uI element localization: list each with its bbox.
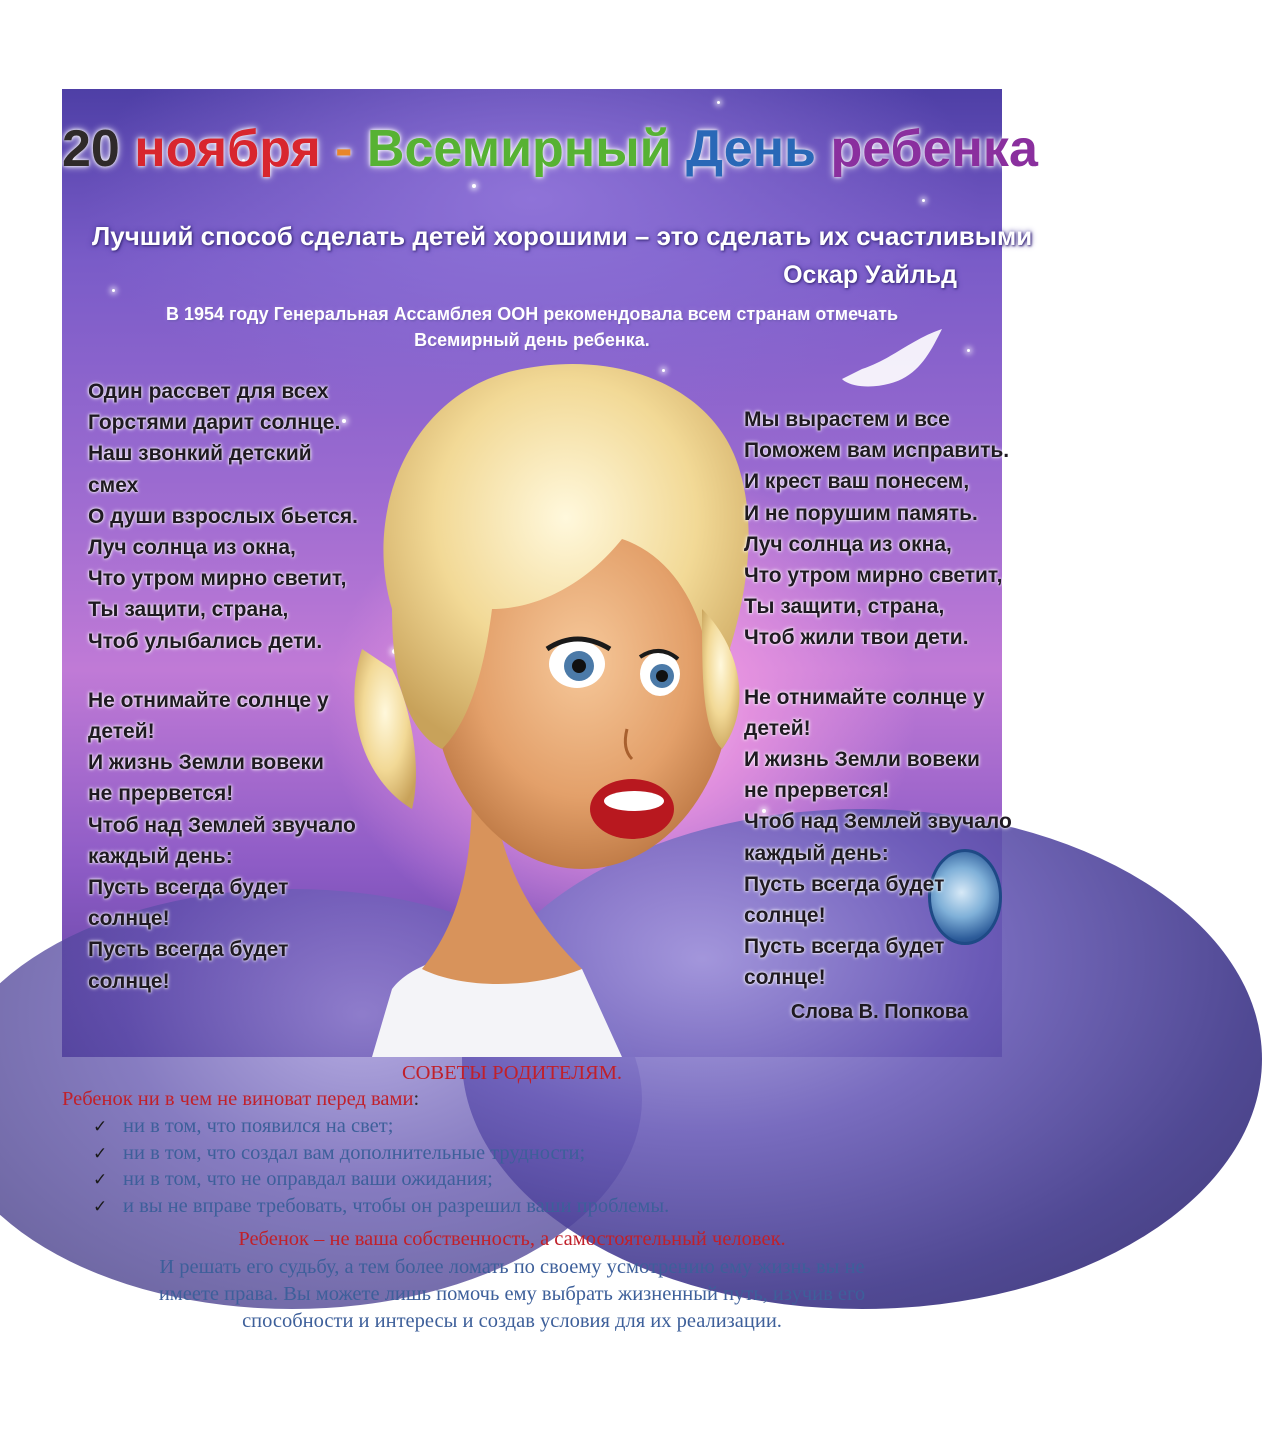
poem-line: Пусть всегда будет xyxy=(88,938,289,962)
check-icon: ✓ xyxy=(93,1143,108,1164)
poem-line: каждый день: xyxy=(744,841,889,865)
advice-emphasis: Ребенок – не ваша собственность, а самостоятельный человек. xyxy=(238,1228,786,1250)
list-item xyxy=(93,1193,669,1220)
title-part: ребенка xyxy=(830,120,1038,178)
title-part: Всемирный xyxy=(366,120,672,178)
poem-line: Пусть всегда будет xyxy=(88,876,289,900)
poem-line: О души взрослых бьется. xyxy=(88,504,358,528)
advice-list xyxy=(93,1113,669,1219)
poem-line: Что утром мирно светит, xyxy=(744,564,1003,588)
list-item xyxy=(93,1166,669,1193)
poem-line: солнце! xyxy=(88,907,170,931)
poem-line: не прервется! xyxy=(744,779,890,803)
advice-intro-text: Ребенок ни в чем не виноват перед вами xyxy=(62,1088,414,1110)
poem-line: И жизнь Земли вовеки xyxy=(744,748,980,772)
list-item-text: и вы не вправе требовать, чтобы он разрешил ваши проблемы. xyxy=(123,1194,670,1217)
poem-line: детей! xyxy=(744,716,811,740)
poem-line: солнце! xyxy=(744,966,826,990)
poem-line: Чтоб над Землей звучало xyxy=(88,813,356,837)
title-part: ноября xyxy=(134,120,321,178)
poem-line: не прервется! xyxy=(88,782,234,806)
list-item-text: ни в том, что появился на свет; xyxy=(123,1115,394,1137)
poem-line: Пусть всегда будет xyxy=(744,872,945,896)
poem-line: И крест ваш понесем, xyxy=(744,470,970,494)
poem-stanza-gap xyxy=(744,654,1012,682)
check-icon: ✓ xyxy=(93,1196,108,1217)
poem-credit: Слова В. Попкова xyxy=(790,1001,968,1023)
poem-right xyxy=(744,404,1012,994)
un-note-line: Всемирный день ребенка. xyxy=(414,330,650,350)
poem-line: И жизнь Земли вовеки xyxy=(88,751,324,775)
poem-line: Что утром мирно светит, xyxy=(88,567,347,591)
poem-line: Чтоб над Землей звучало xyxy=(744,810,1012,834)
poem-left xyxy=(88,376,358,997)
poster-quote: Лучший способ сделать детей хорошими – это сделать их счастливыми xyxy=(92,221,1033,251)
check-icon: ✓ xyxy=(93,1117,108,1137)
advice-intro xyxy=(62,1086,419,1112)
list-item xyxy=(93,1113,669,1140)
poster-title xyxy=(62,119,1038,179)
poem-line: Луч солнца из окна, xyxy=(744,532,952,556)
poem-line: Чтоб улыбались дети. xyxy=(88,629,323,653)
advice-body-line: способности и интересы и создав условия для их реализации. xyxy=(242,1310,782,1332)
poem-stanza-gap xyxy=(88,657,358,685)
poem-line: смех xyxy=(88,473,139,497)
poem-line: Мы вырастем и все xyxy=(744,408,950,431)
advice-intro-colon: : xyxy=(413,1088,420,1110)
title-part: - xyxy=(335,120,353,178)
title-part: День xyxy=(686,120,817,178)
advice-body-line: И решать его судьбу, а тем более ломать по своему усмотрению ему жизнь вы не xyxy=(159,1256,865,1278)
poem-line: Один рассвет для всех xyxy=(88,380,329,403)
poem-line: Чтоб жили твои дети. xyxy=(744,626,969,650)
list-item xyxy=(93,1140,669,1167)
un-note xyxy=(102,301,962,353)
poem-line: Ты защити, страна, xyxy=(744,595,945,619)
poem-line: Поможем вам исправить. xyxy=(744,439,1010,463)
list-item-text: ни в том, что создал вам дополнительные трудности; xyxy=(123,1141,586,1164)
advice-section xyxy=(0,1060,1024,1332)
poem-line: Луч солнца из окна, xyxy=(88,536,296,560)
advice-body xyxy=(80,1254,944,1335)
check-icon: ✓ xyxy=(93,1170,108,1190)
poem-line: Не отнимайте солнце у xyxy=(88,688,329,712)
list-item-text: ни в том, что не оправдал ваши ожидания; xyxy=(123,1168,493,1190)
title-part: 20 xyxy=(62,120,120,178)
poem-line: детей! xyxy=(88,720,155,744)
quote-author: Оскар Уайльд xyxy=(783,261,957,289)
advice-body-line: имеете права. Вы можете лишь помочь ему выбрать жизненный путь, изучив его xyxy=(158,1283,866,1305)
un-note-line: В 1954 году Генеральная Ассамблея ООН рекомендовала всем странам отмечать xyxy=(165,304,899,324)
poem-line: солнце! xyxy=(744,904,826,928)
poem-line: И не порушим память. xyxy=(744,501,978,525)
advice-heading: СОВЕТЫ РОДИТЕЛЯМ. xyxy=(401,1062,623,1084)
poem-line: Ты защити, страна, xyxy=(88,598,289,622)
poem-line: Не отнимайте солнце у xyxy=(744,685,985,709)
poem-line: Пусть всегда будет xyxy=(744,935,945,959)
poster-image xyxy=(62,89,1038,1057)
poem-line: каждый день: xyxy=(88,844,233,868)
poem-line: солнце! xyxy=(88,969,170,993)
poem-line: Наш звонкий детский xyxy=(88,442,312,466)
poem-line: Горстями дарит солнце. xyxy=(88,411,341,435)
